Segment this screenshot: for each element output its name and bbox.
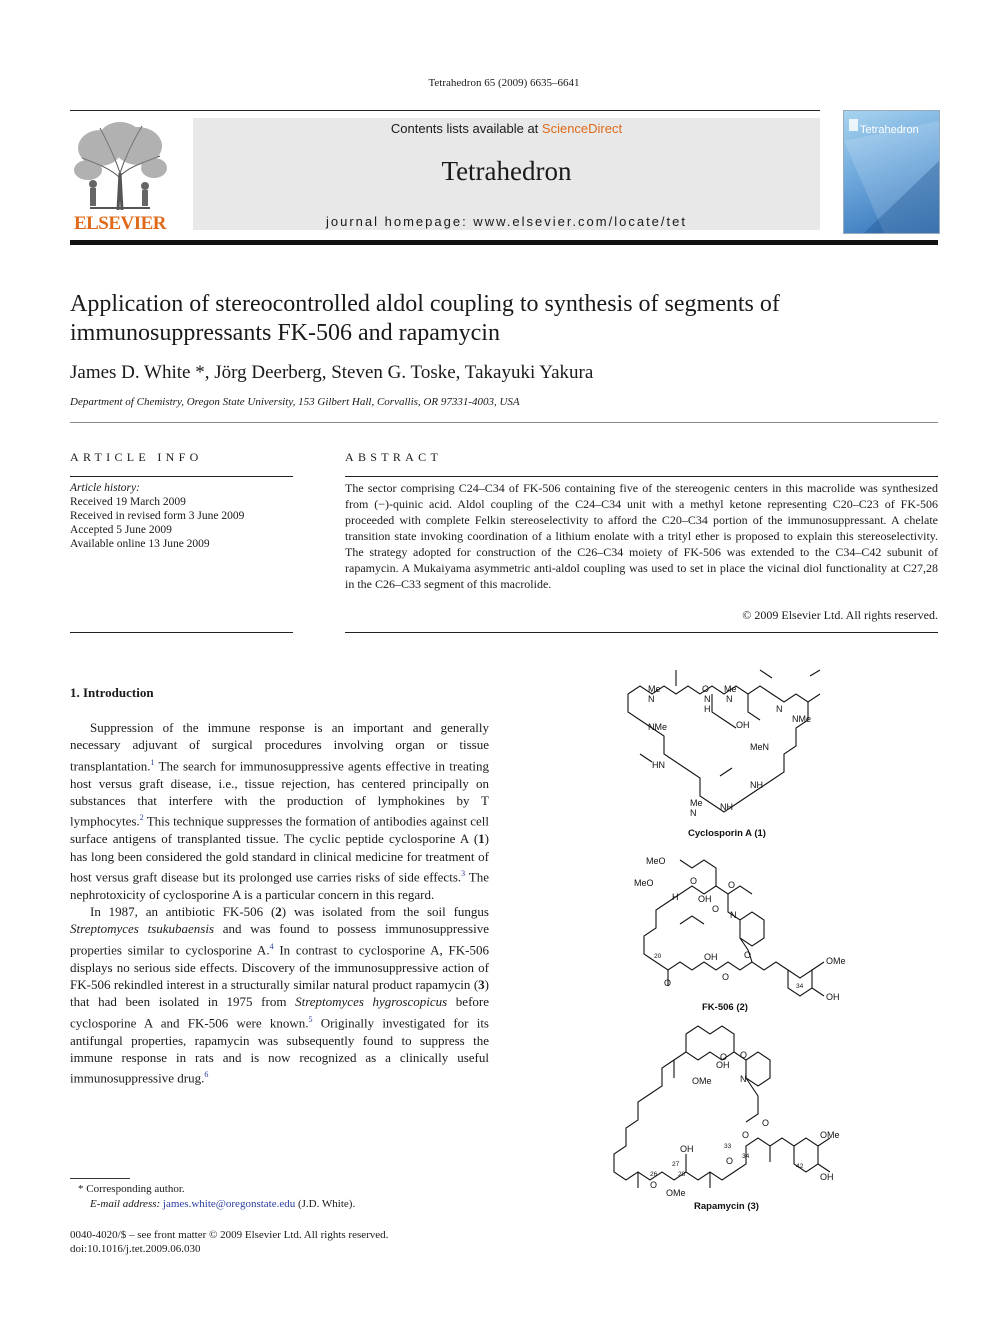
text-run: and was found to possess immunosuppressive properties similar to cyclosporine A. bbox=[70, 921, 489, 958]
atom-label: N bbox=[648, 694, 655, 704]
intro-paragraph-2 bbox=[70, 903, 489, 1087]
atom-number: 26 bbox=[650, 1171, 658, 1178]
atom-label: O bbox=[712, 904, 720, 914]
species-name: Streptomyces hygroscopicus bbox=[295, 994, 448, 1010]
abstract-rule bbox=[345, 476, 938, 477]
atom-label: MeO bbox=[646, 856, 666, 866]
email-suffix: (J.D. White). bbox=[295, 1198, 356, 1210]
reference-link[interactable]: 1 bbox=[150, 757, 155, 767]
atom-label: OMe bbox=[820, 1130, 840, 1140]
rapamycin-label: Rapamycin (3) bbox=[694, 1201, 759, 1212]
atom-number: 20 bbox=[654, 953, 662, 960]
chemical-structures-figure bbox=[600, 664, 860, 1224]
text-run: ) has long been considered the gold standard in clinical medicine for treatment of host versus graft disease but its prolonged use carries risks of side effects. bbox=[70, 831, 489, 885]
atom-label: HN bbox=[652, 760, 665, 770]
atom-label: OH bbox=[820, 1172, 834, 1182]
history-label: Article history: bbox=[70, 482, 140, 494]
header-rule bbox=[70, 110, 820, 111]
atom-label: OH bbox=[736, 720, 750, 730]
text-run: ) was isolated from the soil fungus bbox=[281, 904, 489, 920]
species-name: Streptomyces tsukubaensis bbox=[70, 921, 215, 937]
atom-label: OMe bbox=[826, 956, 846, 966]
atom-number: 34 bbox=[796, 983, 804, 990]
atom-label: N bbox=[740, 1074, 747, 1084]
atom-label: N bbox=[726, 694, 733, 704]
email-link[interactable]: james.white@oregonstate.edu bbox=[162, 1198, 296, 1210]
atom-label: MeO bbox=[634, 878, 654, 888]
front-matter-note: 0040-4020/$ – see front matter © 2009 Elsevier Ltd. All rights reserved. bbox=[70, 1229, 389, 1241]
reference-link[interactable]: 4 bbox=[269, 941, 274, 951]
atom-label: N bbox=[704, 694, 711, 704]
atom-label: H bbox=[704, 704, 711, 714]
cyclosporin-label: Cyclosporin A (1) bbox=[688, 828, 766, 839]
text-run: In contrast to cyclosporine A, FK-506 displays no serious side effects. Discovery of the immunosuppressive action of FK-506 rekindled interest in a structurally similar natural product rapamycin ( bbox=[70, 942, 489, 992]
atom-number: 33 bbox=[724, 1143, 732, 1150]
compound-number: 1 bbox=[478, 831, 485, 847]
elsevier-tree-logo bbox=[70, 118, 170, 213]
atom-label: OMe bbox=[666, 1188, 686, 1198]
atom-number: 27 bbox=[672, 1161, 680, 1168]
reference-link[interactable]: 6 bbox=[204, 1070, 209, 1080]
text-run: In 1987, an antibiotic FK-506 ( bbox=[90, 904, 276, 920]
atom-label: NH bbox=[720, 802, 733, 812]
journal-name: Tetrahedron bbox=[441, 156, 572, 186]
compound-number: 2 bbox=[275, 904, 282, 920]
introduction-heading: 1. Introduction bbox=[70, 685, 154, 700]
doi[interactable]: doi:10.1016/j.tet.2009.06.030 bbox=[70, 1243, 201, 1255]
atom-label: OH bbox=[680, 1144, 694, 1154]
atom-label: O bbox=[720, 1052, 728, 1062]
atom-label: O bbox=[664, 978, 672, 988]
atom-label: Me bbox=[648, 684, 661, 694]
reference-link[interactable]: 3 bbox=[461, 868, 466, 878]
atom-label: OH bbox=[704, 952, 718, 962]
abstract-copyright: © 2009 Elsevier Ltd. All rights reserved. bbox=[742, 608, 938, 622]
article-title: Application of stereocontrolled aldol coupling to synthesis of segments of immunosuppressants FK-506 and rapamycin bbox=[70, 291, 780, 346]
fk506-label: FK-506 (2) bbox=[702, 1002, 748, 1013]
history-received: Received 19 March 2009 bbox=[70, 496, 186, 508]
atom-label: O bbox=[722, 972, 730, 982]
abstract-bottom-rule bbox=[345, 632, 938, 633]
journal-citation: Tetrahedron 65 (2009) 6635–6641 bbox=[428, 77, 580, 89]
atom-label: MeN bbox=[750, 742, 770, 752]
atom-number: 28 bbox=[678, 1171, 686, 1178]
history-online: Available online 13 June 2009 bbox=[70, 538, 210, 550]
atom-label: NMe bbox=[648, 722, 668, 732]
text-run: ) that had been isolated in 1975 from bbox=[70, 977, 489, 1010]
atom-label: NH bbox=[750, 780, 763, 790]
header-thick-rule bbox=[70, 240, 938, 245]
text-run: Suppression of the immune response is an important and generally necessary adjuvant of surgical procedures involving organ or tissue transplantation. bbox=[70, 720, 489, 774]
text-run: Originally investigated for its antifungal properties, rapamycin was subsequently found to suppress the immune response in rats and is now recognized as a clinically useful immunosuppressive drug. bbox=[70, 1015, 489, 1086]
footnote-rule bbox=[70, 1178, 130, 1179]
atom-label: O bbox=[742, 1130, 750, 1140]
corresponding-author-note: * Corresponding author. bbox=[78, 1183, 185, 1195]
text-run: The nephrotoxicity of cyclosporine A is a particular concern in this regard. bbox=[70, 869, 490, 902]
text-run: This technique suppresses the formation of antibodies against cell surface antigens of transplanted tissue. The cyclic peptide cyclosporine A ( bbox=[70, 813, 489, 847]
publisher-wordmark: ELSEVIER bbox=[73, 213, 167, 234]
atom-label: O bbox=[690, 876, 698, 886]
atom-label: O bbox=[744, 950, 752, 960]
text-run: The search for immunosuppressive agents effective in treating host versus graft disease, i.e., tissue rejection, has centered principally on substances that interfere with the production of lymphokines by T lymphocytes. bbox=[70, 758, 489, 829]
atom-label: O bbox=[728, 880, 736, 890]
text-run: before cyclosporine A and FK-506 were known. bbox=[70, 994, 490, 1031]
atom-label: NMe bbox=[792, 714, 812, 724]
email-note bbox=[90, 1197, 355, 1212]
history-revised: Received in revised form 3 June 2009 bbox=[70, 510, 245, 522]
cover-title: Tetrahedron bbox=[860, 124, 919, 136]
abstract-heading: ABSTRACT bbox=[345, 450, 443, 464]
author-list: James D. White *, Jörg Deerberg, Steven G. Toske, Takayuki Yakura bbox=[70, 362, 594, 383]
article-history bbox=[70, 481, 293, 551]
introduction-body bbox=[70, 719, 489, 1087]
article-info-rule bbox=[70, 476, 293, 477]
atom-label: OMe bbox=[692, 1076, 712, 1086]
reference-link[interactable]: 2 bbox=[139, 813, 144, 823]
abstract-text: The sector comprising C24–C34 of FK-506 containing five of the stereogenic centers in this macrolide was synthesized from (−)-quinic acid. Aldol coupling of the C24–C34 unit with a methyl ketone representing C20–C23 of FK-506 proceeded with complete Felkin stereoselectivity to afford the C20–C34 portion of the immunosuppressant. A chelate transition state invoking coordination of a lithium enolate with a trityl ether is proposed to explain this stereoselectivity. The strategy adopted for construction of the C26–C34 moiety of FK-506 was extended to the C34–C42 subunit of rapamycin. A Mukaiyama asymmetric anti-aldol coupling was used to set in place the vicinal diol functionality at C27,28 in the C26–C33 segment of this macrolide. bbox=[345, 481, 938, 591]
atom-label: O bbox=[650, 1180, 658, 1190]
atom-label: OH bbox=[716, 1060, 730, 1070]
atom-label: O bbox=[762, 1118, 770, 1128]
atom-label: OH bbox=[826, 992, 840, 1002]
title-rule bbox=[70, 422, 938, 423]
compound-number: 3 bbox=[478, 977, 485, 992]
intro-paragraph-1 bbox=[70, 719, 489, 903]
atom-label: Me bbox=[724, 684, 737, 694]
article-info-bottom-rule bbox=[70, 632, 293, 633]
atom-label: N bbox=[730, 910, 737, 920]
atom-label: O bbox=[740, 1050, 748, 1060]
atom-label: N bbox=[690, 808, 697, 818]
reference-link[interactable]: 5 bbox=[308, 1014, 313, 1024]
atom-label: Me bbox=[690, 798, 703, 808]
journal-homepage[interactable]: journal homepage: www.elsevier.com/locate/tet bbox=[326, 214, 687, 229]
contents-prefix: Contents lists available at bbox=[390, 121, 542, 136]
atom-label: OH bbox=[698, 894, 712, 904]
atom-label: O bbox=[726, 1156, 734, 1166]
contents-line bbox=[193, 121, 820, 136]
atom-label: H bbox=[672, 892, 679, 902]
atom-label: O bbox=[702, 684, 710, 694]
atom-number: 42 bbox=[796, 1163, 804, 1170]
atom-number: 34 bbox=[742, 1153, 750, 1160]
author-affiliation: Department of Chemistry, Oregon State University, 153 Gilbert Hall, Corvallis, OR 97331-4003, USA bbox=[70, 396, 520, 408]
atom-label: N bbox=[776, 704, 783, 714]
sciencedirect-link[interactable]: ScienceDirect bbox=[541, 121, 623, 136]
article-info-heading: ARTICLE INFO bbox=[70, 450, 203, 464]
history-accepted: Accepted 5 June 2009 bbox=[70, 524, 172, 536]
email-label: E-mail address: bbox=[90, 1198, 163, 1210]
